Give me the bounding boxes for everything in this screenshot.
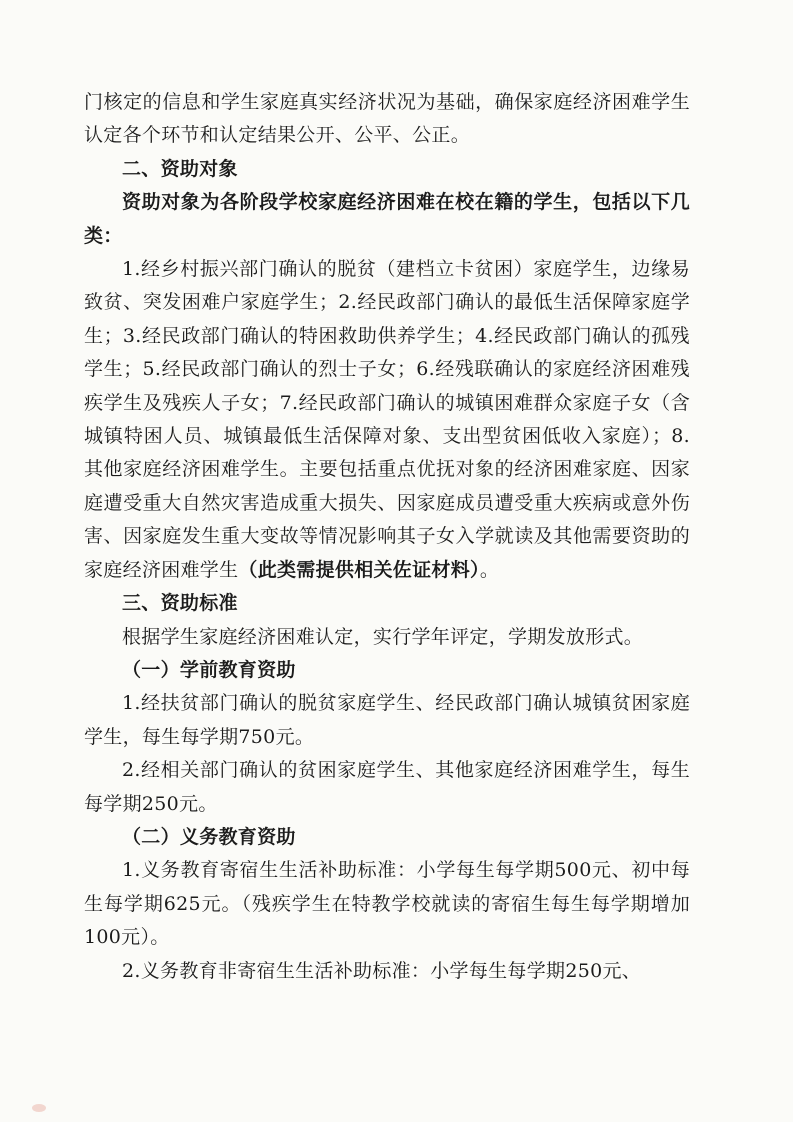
categories-text: 1.经乡村振兴部门确认的脱贫（建档立卡贫困）家庭学生，边缘易致贫、突发困难户家庭学生；2.经民政部门确认的最低生活保障家庭学生；3.经民政部门确认的特困救助供养学生；4.经民政部门确认的孤残学生；5.经民政部门确认的烈士子女；6.经残联确认的家庭经济困难残疾学生及残疾人子女；7.经民政部门确认的城镇困难群众家庭子女（含城镇特困人员、城镇最低生活保障对象、支出型贫困低收入家庭）；8.其他家庭经济困难学生。主要包括重点优抚对象的经济困难家庭、因家庭遭受重大自然灾害造成重大损失、因家庭成员遭受重大疾病或意外伤害、因家庭发生重大变故等情况影响其子女入学就读及其他需要资助的家庭经济困难学生 (84, 258, 690, 581)
subheading-compulsory: （二）义务教育资助 (122, 825, 296, 848)
paragraph-continuation: 门核定的信息和学生家庭真实经济状况为基础，确保家庭经济困难学生认定各个环节和认定结果公开、公平、公正。 (84, 91, 690, 147)
paragraph-standards-intro: 根据学生家庭经济困难认定，实行学年评定，学期发放形式。 (122, 625, 644, 648)
paragraph-preschool-1: 1.经扶贫部门确认的脱贫家庭学生、经民政部门确认城镇贫困家庭学生，每生每学期750元。 (84, 692, 690, 748)
paragraph-recipient-categories (84, 253, 690, 587)
document-body (84, 86, 690, 988)
categories-note: （此类需提供相关佐证材料） (238, 558, 480, 581)
paragraph-compulsory-2: 2.义务教育非寄宿生生活补助标准：小学每生每学期250元、 (122, 959, 642, 982)
section-heading-recipients: 二、资助对象 (122, 157, 238, 180)
categories-end: 。 (479, 558, 500, 581)
subheading-preschool: （一）学前教育资助 (122, 658, 296, 681)
paragraph-compulsory-1: 1.义务教育寄宿生生活补助标准：小学每生每学期500元、初中每生每学期625元。（残疾学生在特教学校就读的寄宿生每生每学期增加100元）。 (84, 859, 690, 949)
paragraph-recipients-intro: 资助对象为各阶段学校家庭经济困难在校在籍的学生，包括以下几类： (84, 191, 690, 247)
paper-stain (32, 1104, 46, 1112)
section-heading-standards: 三、资助标准 (122, 592, 238, 615)
paragraph-preschool-2: 2.经相关部门确认的贫困家庭学生、其他家庭经济困难学生，每生每学期250元。 (84, 759, 690, 815)
